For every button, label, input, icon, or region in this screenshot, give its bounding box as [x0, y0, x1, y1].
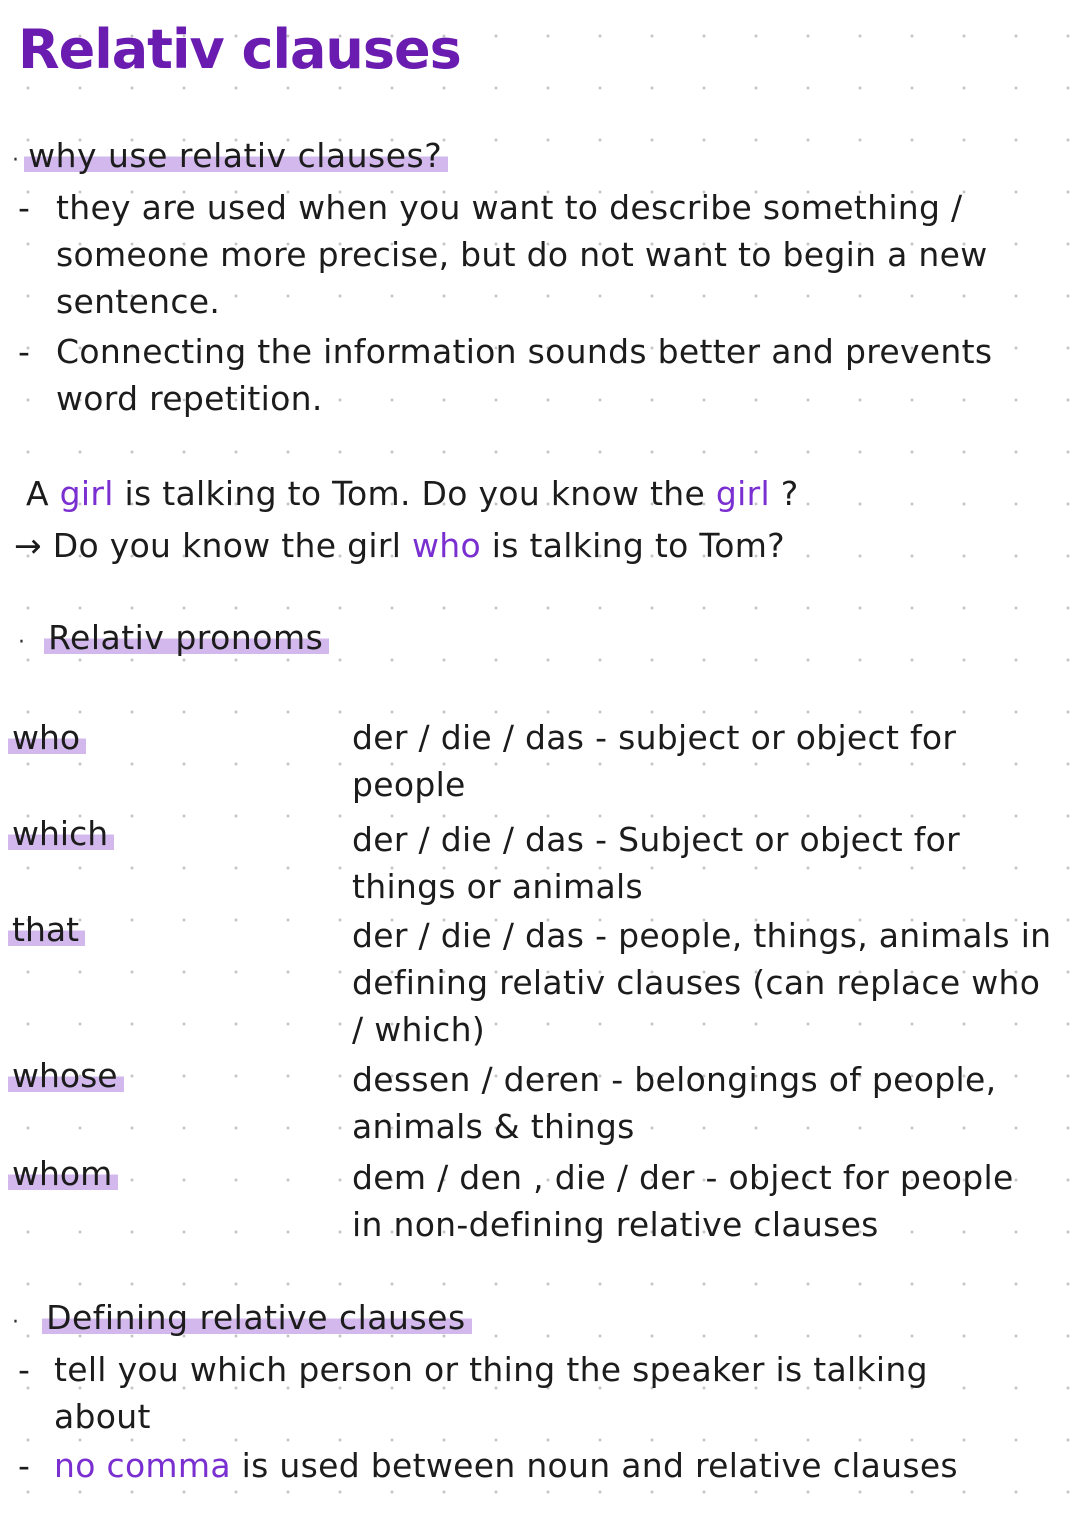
defining-heading: Defining relative clauses [42, 1298, 472, 1337]
arrow-icon: → [14, 526, 42, 565]
example2-who: who [411, 526, 481, 565]
bullet-dot: · [18, 630, 25, 655]
why-point-2-text: Connecting the information sounds better and prevents word repetition. [56, 332, 993, 418]
defining-point-1-text: tell you which person or thing the speaker is talking about [54, 1350, 928, 1436]
defining-heading-row [12, 1298, 472, 1337]
pronoun-who: who [8, 718, 86, 757]
example2-end: is talking to Tom? [491, 526, 785, 565]
example-a: A [26, 474, 49, 513]
bullet-dot: · [12, 1310, 19, 1335]
bullet-dot: · [12, 148, 19, 173]
why-heading-row [12, 136, 448, 175]
example-middle: is talking to Tom. Do you know the [124, 474, 706, 513]
pronoun-who-meaning: der / die / das - subject or object for people [352, 718, 957, 804]
pronoun-whom: whom [8, 1154, 118, 1193]
pronouns-heading-row [18, 618, 329, 657]
dash-bullet: - [18, 1446, 30, 1485]
defining-point-2-text [54, 1442, 1058, 1489]
dash-bullet: - [18, 188, 30, 227]
example2-start: Do you know the girl [52, 526, 402, 565]
pronoun-whose-meaning: dessen / deren - belongings of people, animals & things [352, 1060, 997, 1146]
why-heading: why use relativ clauses? [24, 136, 448, 175]
defining-point-2-rest: is used between noun and relative clauses [241, 1446, 958, 1485]
pronouns-heading: Relativ pronoms [44, 618, 329, 657]
example-line-2 [14, 522, 1054, 569]
pronoun-which-meaning: der / die / das - Subject or object for things or animals [352, 820, 961, 906]
why-point-2 [18, 328, 1048, 422]
pronoun-that: that [8, 910, 85, 949]
pronoun-that-meaning: der / die / das - people, things, animals in defining relativ clauses (can replace who / which) [352, 916, 1052, 1049]
page-title: Relativ clauses [18, 18, 461, 81]
dash-bullet: - [18, 332, 30, 371]
example-girl-1: girl [59, 474, 114, 513]
pronoun-whom-meaning: dem / den , die / der - object for people in non-defining relative clauses [352, 1158, 1014, 1244]
dash-bullet: - [18, 1350, 30, 1389]
example-girl-2: girl [715, 474, 770, 513]
why-point-1-text: they are used when you want to describe something / someone more precise, but do not want to begin a new sentence. [56, 188, 988, 321]
example-line-1 [26, 470, 1066, 517]
no-comma-highlight: no comma [54, 1446, 231, 1485]
why-point-1 [18, 184, 1048, 325]
pronoun-which: which [8, 814, 114, 853]
defining-point-2 [18, 1442, 1058, 1489]
defining-point-1 [18, 1346, 1048, 1440]
pronoun-whose: whose [8, 1056, 124, 1095]
example-question: ? [780, 474, 799, 513]
